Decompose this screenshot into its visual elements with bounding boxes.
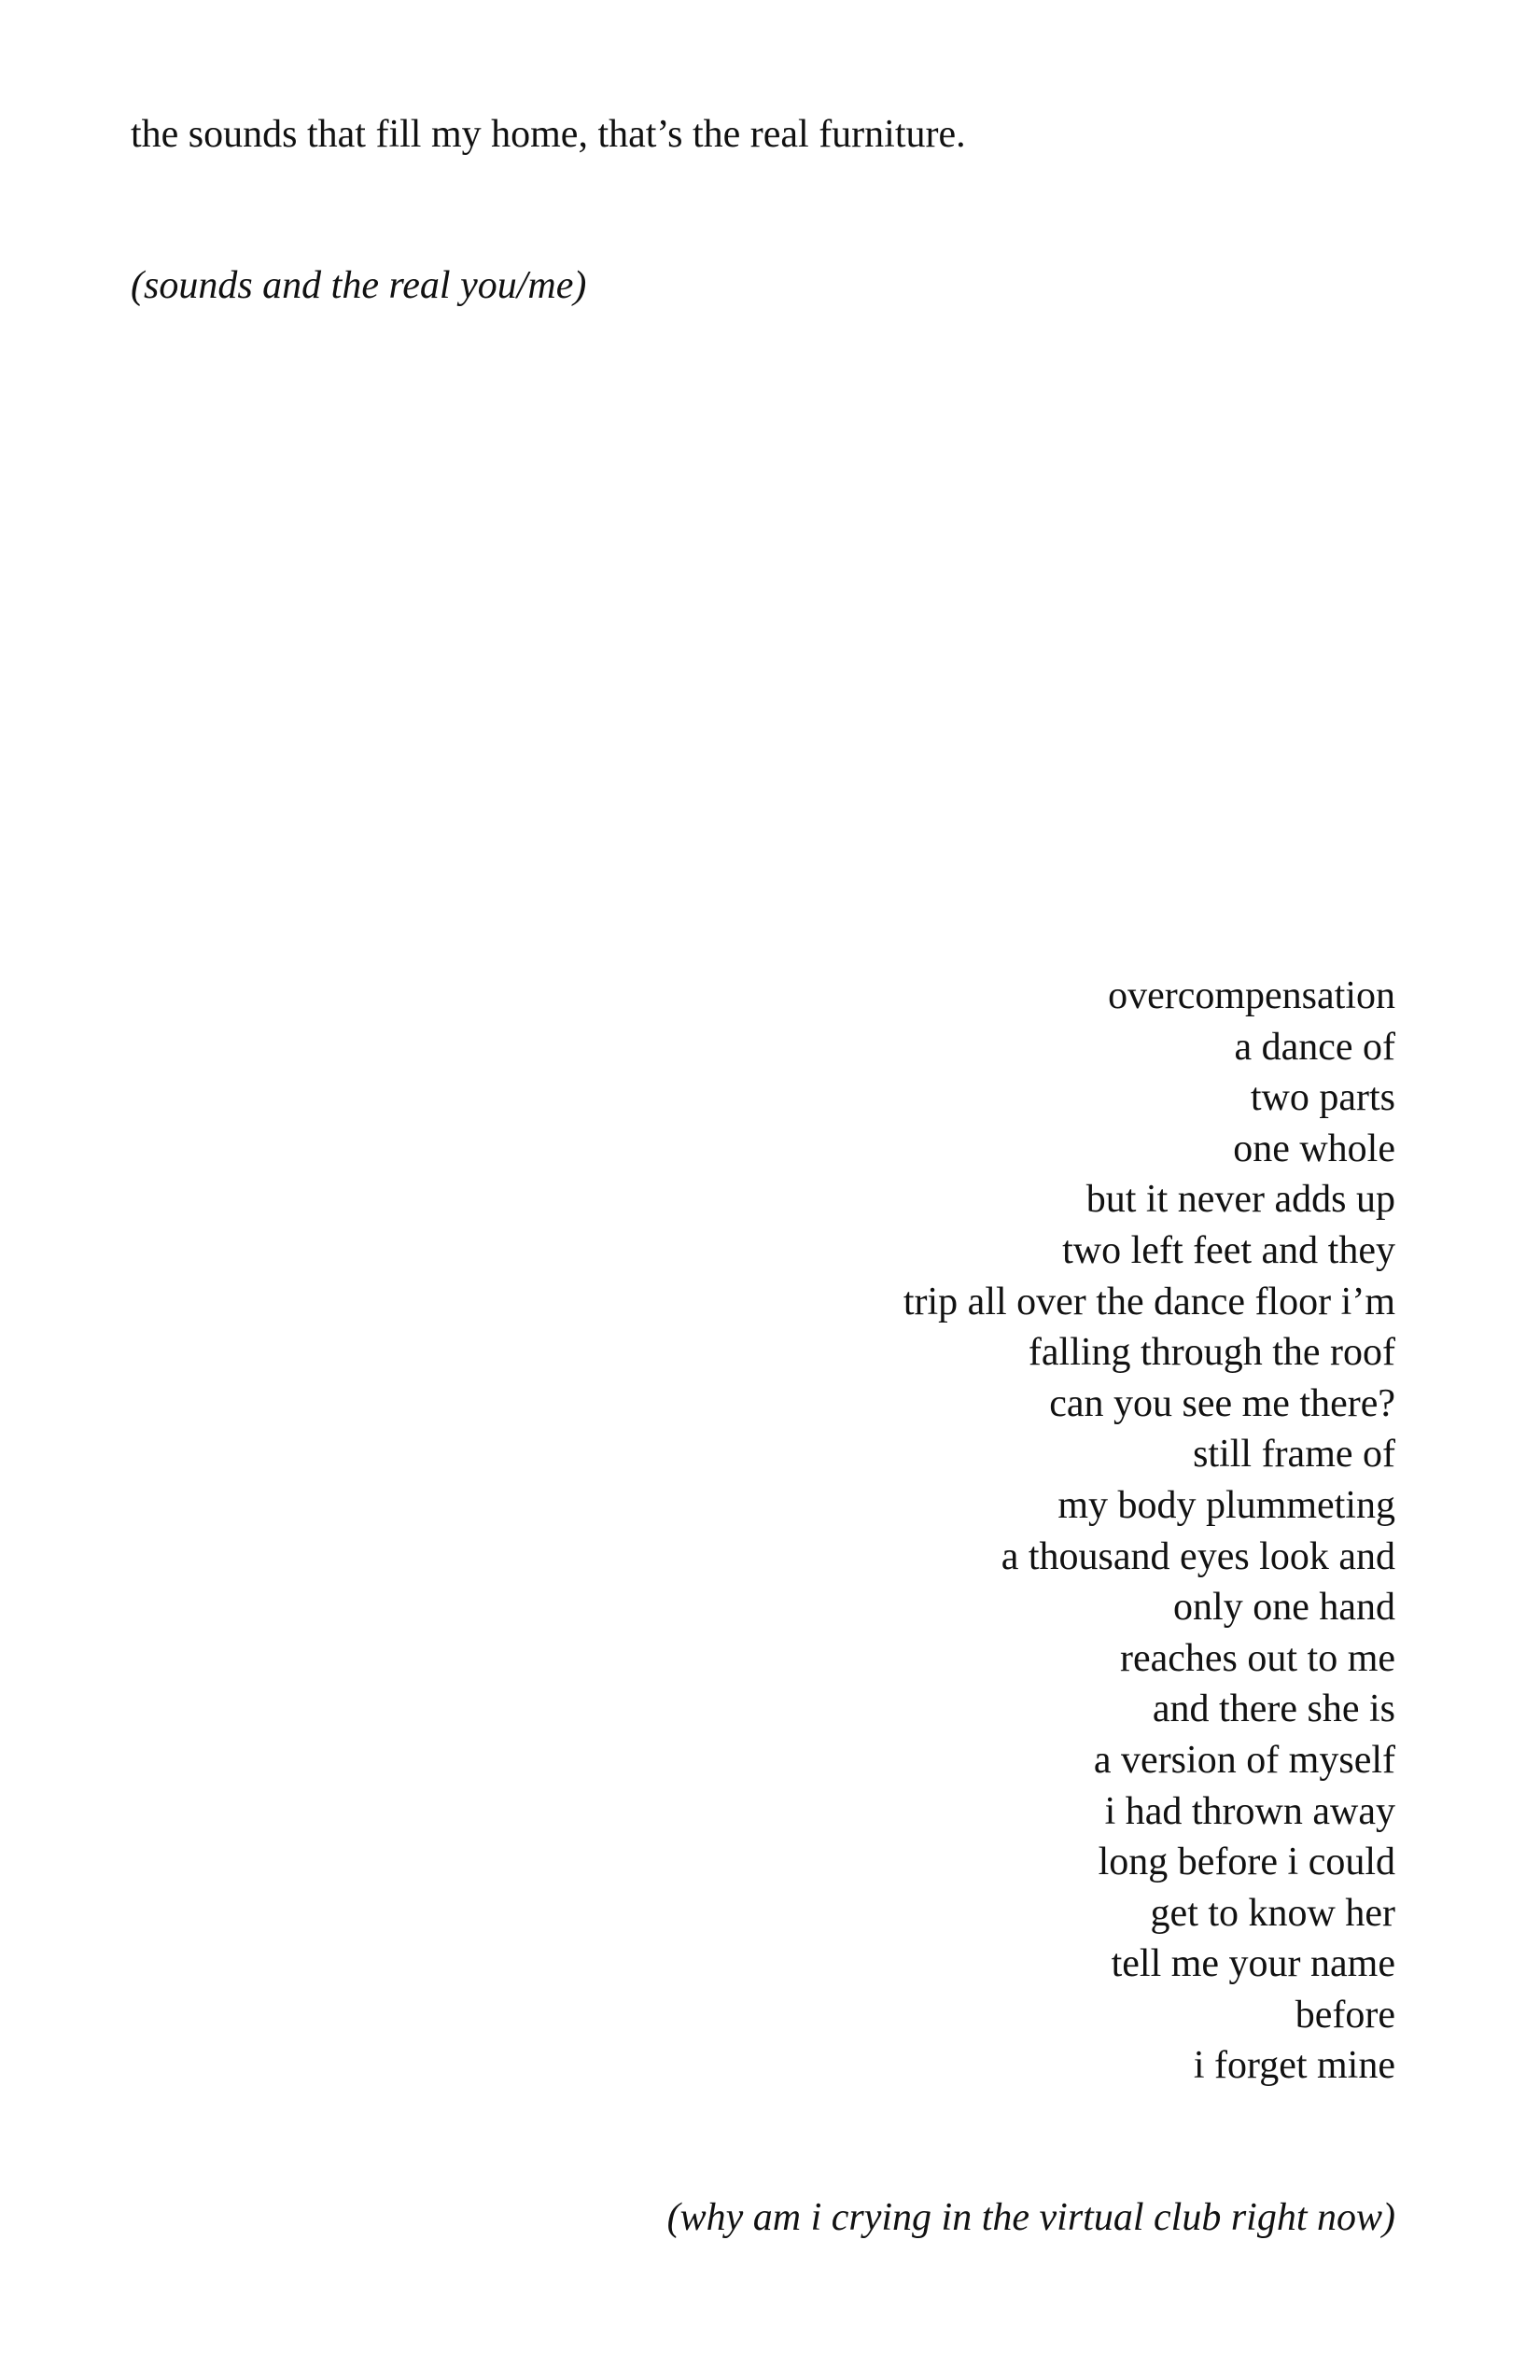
- poem-line: tell me your name: [1111, 1942, 1395, 1986]
- poem-line: i forget mine: [1193, 2044, 1395, 2088]
- closing-line-previous-poem: the sounds that fill my home, that’s the real furniture.: [131, 113, 966, 156]
- poem-line: a dance of: [1234, 1025, 1395, 1069]
- poem-line: two parts: [1250, 1076, 1395, 1120]
- poem-line: long before i could: [1098, 1841, 1395, 1884]
- poem-line: reaches out to me: [1119, 1636, 1395, 1680]
- poem-line: my body plummeting: [1057, 1483, 1395, 1527]
- poem-line: can you see me there?: [1049, 1381, 1395, 1425]
- poem-body: [903, 971, 1395, 2092]
- poem-line: two left feet and they: [1062, 1228, 1395, 1272]
- poem-line: only one hand: [1173, 1586, 1395, 1630]
- poem-title-previous: (sounds and the real you/me): [131, 264, 587, 307]
- poem-line: get to know her: [1150, 1891, 1395, 1935]
- poem-line: one whole: [1233, 1127, 1395, 1170]
- poem-line: a thousand eyes look and: [1001, 1534, 1395, 1578]
- poem-title: (why am i crying in the virtual club right now): [666, 2196, 1395, 2239]
- poem-line: falling through the roof: [1028, 1331, 1395, 1375]
- poem-line: i had thrown away: [1104, 1789, 1395, 1833]
- poem-line: trip all over the dance floor i’m: [903, 1280, 1395, 1323]
- poem-line: but it never adds up: [1085, 1178, 1395, 1222]
- poem-line: before: [1295, 1993, 1395, 2037]
- poem-line: and there she is: [1152, 1687, 1395, 1731]
- poem-line: still frame of: [1193, 1433, 1395, 1477]
- poem-line: a version of myself: [1093, 1738, 1395, 1782]
- poem-line: overcompensation: [1108, 974, 1395, 1017]
